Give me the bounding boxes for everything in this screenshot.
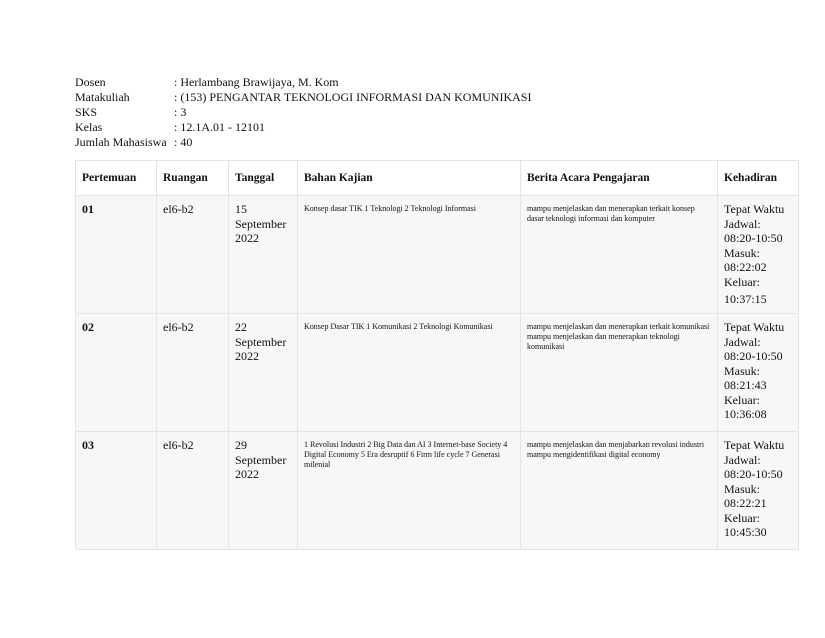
info-value: : 3 (174, 105, 187, 119)
kehadiran-masuk: 08:21:43 (724, 378, 767, 392)
info-label: Dosen (75, 75, 106, 89)
cell-pertemuan: 01 (76, 196, 157, 314)
kehadiran-keluar-label: Keluar: (724, 392, 760, 407)
kehadiran-keluar-label: Keluar: (724, 274, 760, 289)
info-row-dosen (75, 75, 531, 90)
kehadiran-jadwal: 08:20-10:50 (724, 231, 783, 245)
kehadiran-jadwal-label: Jadwal: (724, 334, 761, 349)
cell-ruangan: el6-b2 (157, 314, 229, 432)
table-row (76, 314, 799, 432)
kehadiran-jadwal: 08:20-10:50 (724, 349, 783, 363)
table-row (76, 196, 799, 314)
info-label: Jumlah Mahasiswa (75, 135, 167, 149)
kehadiran-masuk-label: Masuk: (724, 245, 760, 260)
info-row-kelas (75, 120, 531, 135)
info-value: : 12.1A.01 - 12101 (174, 120, 265, 134)
header-bahan-kajian: Bahan Kajian (298, 161, 521, 196)
table-row (76, 432, 799, 550)
kehadiran-status: Tepat Waktu (724, 438, 785, 452)
cell-kehadiran (718, 432, 799, 550)
info-label: Matakuliah (75, 90, 130, 104)
kehadiran-keluar: 10:36:08 (724, 407, 767, 421)
info-value: : 40 (174, 135, 193, 149)
cell-bahan-kajian: 1 Revolusi Industri 2 Big Data dan AI 3 Internet-base Society 4 Digital Economy 5 Era desruptif 6 Firm life cycle 7 Generasi milenial (298, 432, 521, 550)
cell-berita-acara: mampu menjelaskan dan menerapkan terkait komunikasi mampu menjelaskan dan menerapkan teknologi komunikasi (521, 314, 718, 432)
cell-pertemuan: 03 (76, 432, 157, 550)
header-ruangan: Ruangan (157, 161, 229, 196)
cell-tanggal: 22 September 2022 (229, 314, 298, 432)
cell-kehadiran (718, 314, 799, 432)
info-value: : (153) PENGANTAR TEKNOLOGI INFORMASI DAN KOMUNIKASI (174, 90, 532, 104)
cell-kehadiran (718, 196, 799, 314)
cell-tanggal: 29 September 2022 (229, 432, 298, 550)
info-label: Kelas (75, 120, 103, 134)
attendance-table (75, 160, 799, 550)
course-info (75, 75, 531, 150)
kehadiran-jadwal-label: Jadwal: (724, 452, 761, 467)
kehadiran-status: Tepat Waktu (724, 320, 785, 334)
kehadiran-keluar: 10:45:30 (724, 525, 767, 539)
header-tanggal: Tanggal (229, 161, 298, 196)
info-label: SKS (75, 105, 98, 119)
cell-berita-acara: mampu menjelaskan dan menjabarkan revolusi industri mampu mengidentifikasi digital economy (521, 432, 718, 550)
kehadiran-masuk: 08:22:02 (724, 260, 767, 274)
kehadiran-keluar: 10:37:15 (724, 292, 767, 306)
info-row-jumlah-mahasiswa (75, 135, 531, 150)
cell-berita-acara: mampu menjelaskan dan menerapkan terkait konsep dasar teknologi informasi dan komputer (521, 196, 718, 314)
kehadiran-jadwal-label: Jadwal: (724, 216, 761, 231)
table-header-row (76, 161, 799, 196)
header-pertemuan: Pertemuan (76, 161, 157, 196)
cell-ruangan: el6-b2 (157, 196, 229, 314)
cell-tanggal: 15 September 2022 (229, 196, 298, 314)
cell-bahan-kajian: Konsep Dasar TIK 1 Komunikasi 2 Teknologi Komunikasi (298, 314, 521, 432)
info-row-matakuliah (75, 90, 531, 105)
kehadiran-masuk: 08:22:21 (724, 496, 767, 510)
cell-bahan-kajian: Konsep dasar TIK 1 Teknologi 2 Teknologi Informasi (298, 196, 521, 314)
header-kehadiran: Kehadiran (718, 161, 799, 196)
cell-pertemuan: 02 (76, 314, 157, 432)
kehadiran-status: Tepat Waktu (724, 202, 785, 216)
info-row-sks (75, 105, 531, 120)
cell-ruangan: el6-b2 (157, 432, 229, 550)
header-berita-acara: Berita Acara Pengajaran (521, 161, 718, 196)
info-value: : Herlambang Brawijaya, M. Kom (174, 75, 339, 89)
kehadiran-masuk-label: Masuk: (724, 363, 760, 378)
kehadiran-masuk-label: Masuk: (724, 481, 760, 496)
kehadiran-jadwal: 08:20-10:50 (724, 467, 783, 481)
kehadiran-keluar-label: Keluar: (724, 510, 760, 525)
